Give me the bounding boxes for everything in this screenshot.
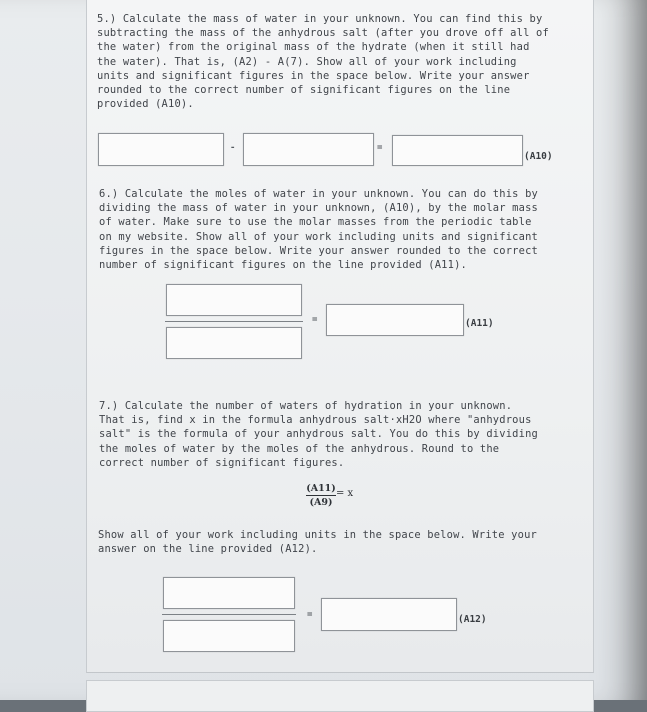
q6-numerator-box[interactable]: [166, 284, 302, 316]
q7-line: correct number of significant figures.: [99, 456, 345, 469]
q6-line: on my website. Show all of your work including units and significant: [99, 230, 538, 243]
q6-text: [99, 187, 538, 272]
q5-line: the water) from the original mass of the hydrate (when it still had: [97, 41, 530, 54]
q5-equals-sign: =: [377, 143, 383, 153]
q7-denominator-box[interactable]: [163, 620, 295, 652]
q5-answer-box[interactable]: [392, 135, 523, 166]
q7-text: [99, 399, 538, 470]
q7-line: the moles of water by the moles of the anhydrous. Round to the: [99, 442, 500, 455]
q6-line: dividing the mass of water in your unknown, (A10), by the molar mass: [99, 202, 538, 215]
q5-line: rounded to the correct number of significant figures on the line: [97, 84, 511, 97]
q7-fraction-bar: [162, 614, 296, 615]
q7-fraction-line: [306, 495, 336, 496]
q5-original-mass-box[interactable]: [98, 133, 224, 166]
q6-equals-sign: =: [312, 315, 318, 325]
next-page-edge: [86, 680, 594, 712]
q5-text: [97, 12, 549, 111]
q7-fraction-result: = x: [336, 488, 354, 499]
q7-line: salt" is the formula of your anhydrous salt. You do this by dividing: [99, 428, 538, 441]
q7-equals-sign: =: [307, 610, 313, 620]
q6-fraction-bar: [165, 321, 303, 322]
q5-line: 5.) Calculate the mass of water in your unknown. You can find this by: [97, 13, 543, 25]
q5-line: provided (A10).: [97, 98, 194, 111]
q7-work-line: answer on the line provided (A12).: [98, 543, 318, 556]
q7-answer-box[interactable]: [321, 598, 457, 631]
q5-answer-tag: (A10): [524, 151, 553, 162]
q7-numerator-box[interactable]: [163, 577, 295, 609]
q7-line: 7.) Calculate the number of waters of hydration in your unknown.: [99, 400, 513, 412]
q5-line: subtracting the mass of the anhydrous salt (after you drove off all of: [97, 27, 549, 40]
q7-fraction-denominator: (A9): [309, 497, 333, 508]
q7-fraction-numerator: (A11): [306, 483, 336, 494]
q6-answer-tag: (A11): [465, 318, 494, 329]
q7-work-line: Show all of your work including units in the space below. Write your: [98, 529, 537, 541]
q7-work-text: [98, 528, 537, 556]
q6-line: figures in the space below. Write your answer rounded to the correct: [99, 244, 538, 257]
q6-line: number of significant figures on the line provided (A11).: [99, 259, 467, 272]
q6-denominator-box[interactable]: [166, 327, 302, 359]
q5-line: the water). That is, (A2) - A(7). Show all of your work including: [97, 55, 517, 68]
q7-answer-tag: (A12): [458, 614, 487, 625]
q6-answer-box[interactable]: [326, 304, 464, 336]
q6-line: 6.) Calculate the moles of water in your unknown. You can do this by: [99, 188, 538, 200]
q5-minus-sign: -: [230, 143, 236, 153]
q5-line: units and significant figures in the space below. Write your answer: [97, 69, 530, 82]
q7-fraction: [306, 483, 336, 508]
q7-line: That is, find x in the formula anhydrous salt·xH2O where "anhydrous: [99, 414, 532, 427]
q6-line: of water. Make sure to use the molar masses from the periodic table: [99, 216, 532, 229]
q5-anhydrous-mass-box[interactable]: [243, 133, 374, 166]
